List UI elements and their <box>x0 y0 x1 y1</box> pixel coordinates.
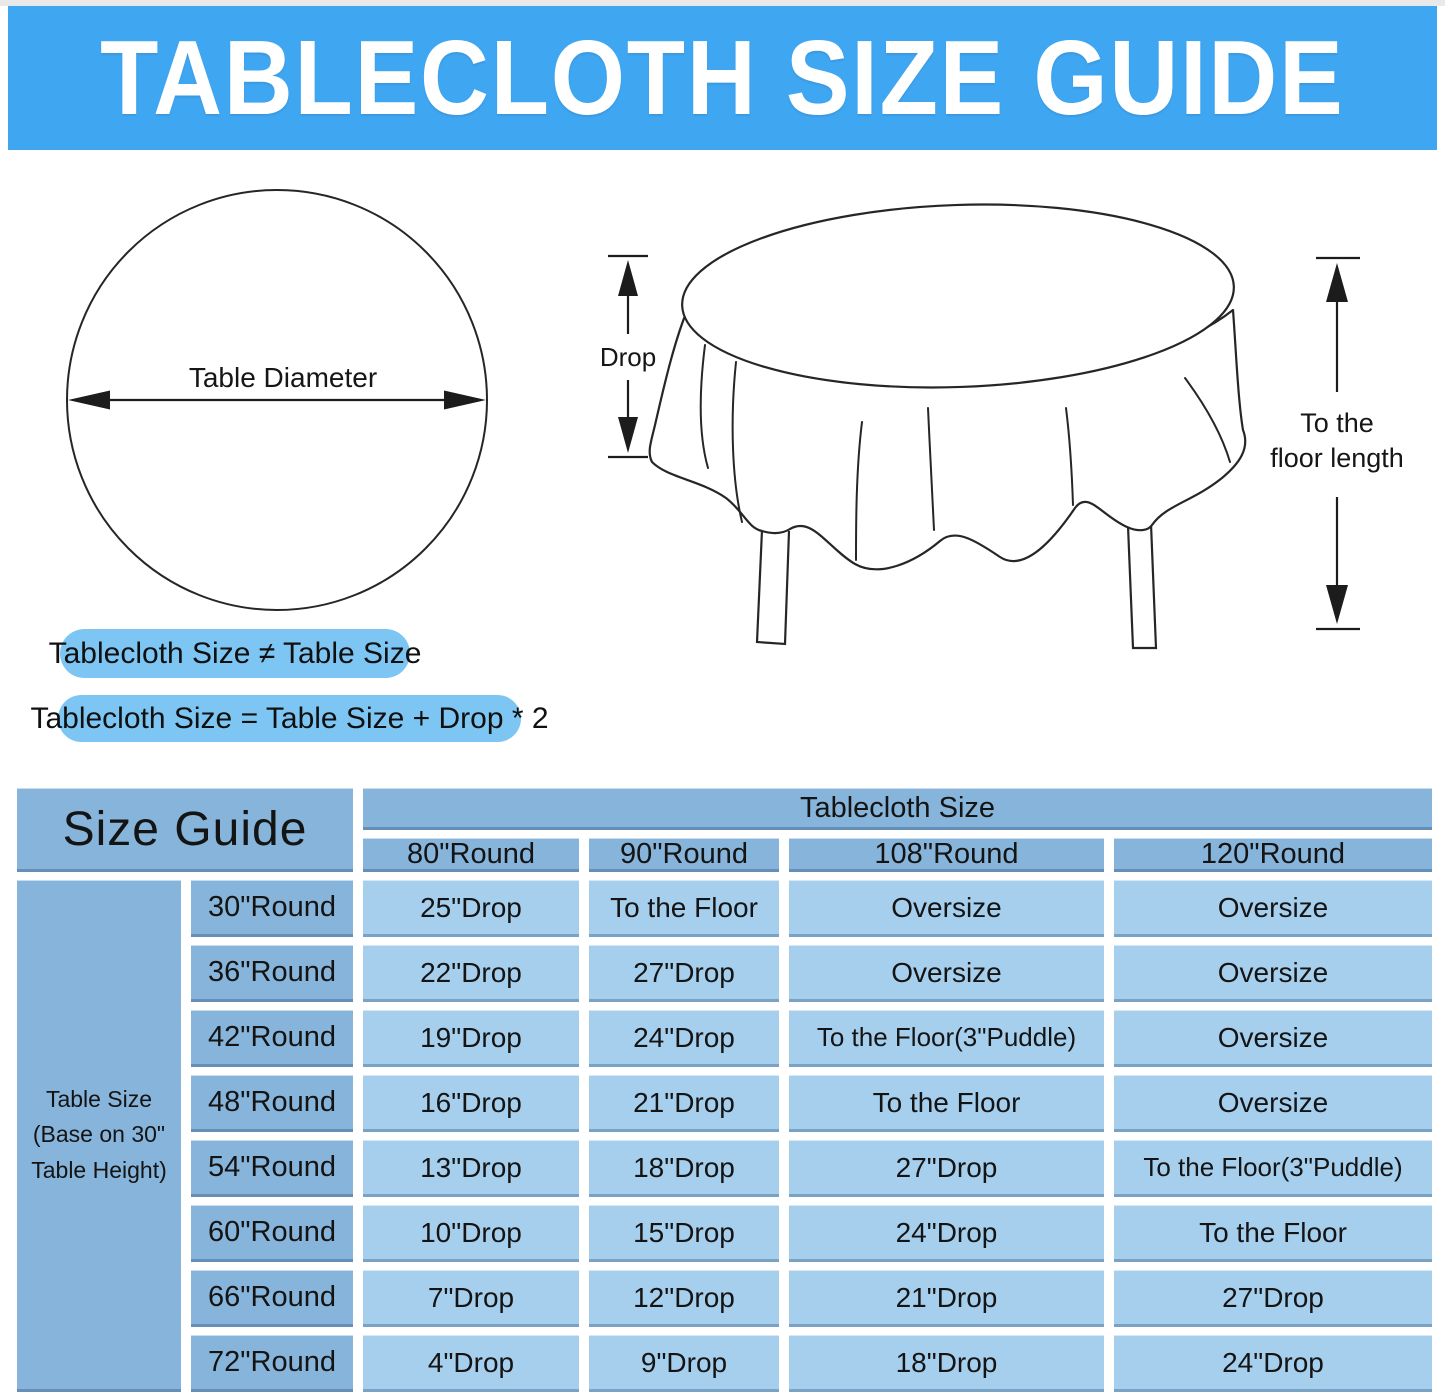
row-label-36-round: 36"Round <box>191 945 353 1002</box>
table-cell: To the Floor(3"Puddle) <box>789 1010 1104 1067</box>
table-cell: 27"Drop <box>1114 1270 1432 1327</box>
row-group-line1: Table Size <box>45 1085 153 1112</box>
table-cell: 15"Drop <box>589 1205 779 1262</box>
table-cell: To the Floor <box>1114 1205 1432 1262</box>
table-legs <box>757 524 1156 648</box>
table-cell: 24"Drop <box>589 1010 779 1067</box>
table-cell: Oversize <box>789 945 1104 1002</box>
row-group-header-table-size <box>17 880 181 1392</box>
table-cell: 18"Drop <box>789 1335 1104 1392</box>
row-label-60-round: 60"Round <box>191 1205 353 1262</box>
tablecloth-drop-diagram <box>560 180 1445 680</box>
table-cell: 25"Drop <box>363 880 579 937</box>
table-cell: 18"Drop <box>589 1140 779 1197</box>
floor-length-label-line1: To the <box>1300 408 1374 438</box>
table-cell: 10"Drop <box>363 1205 579 1262</box>
tablecloth-size-group-header: Tablecloth Size <box>363 788 1432 830</box>
table-cell: 27"Drop <box>789 1140 1104 1197</box>
drop-label: Drop <box>599 342 657 372</box>
diameter-arrow <box>68 391 486 410</box>
size-guide-table <box>17 788 1432 1392</box>
table-cell: To the Floor(3"Puddle) <box>1114 1140 1432 1197</box>
table-cell: To the Floor <box>789 1075 1104 1132</box>
title-banner <box>8 6 1437 150</box>
row-label-54-round: 54"Round <box>191 1140 353 1197</box>
row-label-48-round: 48"Round <box>191 1075 353 1132</box>
table-cell: 9"Drop <box>589 1335 779 1392</box>
column-header-90-round: 90"Round <box>589 838 779 872</box>
diameter-label: Table Diameter <box>188 362 378 393</box>
row-label-30-round: 30"Round <box>191 880 353 937</box>
table-corner-title: Size Guide <box>17 788 353 872</box>
table-cell: 12"Drop <box>589 1270 779 1327</box>
table-cell: 19"Drop <box>363 1010 579 1067</box>
table-cell: 16"Drop <box>363 1075 579 1132</box>
column-header-108-round: 108"Round <box>789 838 1104 872</box>
note-size-inequality: Tablecloth Size ≠ Table Size <box>60 629 410 678</box>
row-group-line3: Table Height) <box>31 1156 167 1183</box>
table-cell: To the Floor <box>589 880 779 937</box>
table-cell: 4"Drop <box>363 1335 579 1392</box>
page-title: TABLECLOTH SIZE GUIDE <box>100 19 1345 137</box>
table-diameter-diagram <box>40 170 560 640</box>
table-cell: 21"Drop <box>589 1075 779 1132</box>
table-cell: Oversize <box>1114 880 1432 937</box>
column-header-80-round: 80"Round <box>363 838 579 872</box>
note-size-formula: Tablecloth Size = Table Size + Drop * 2 <box>58 695 521 742</box>
table-cell: Oversize <box>1114 945 1432 1002</box>
table-cell: Oversize <box>1114 1075 1432 1132</box>
floor-length-label-line2: floor length <box>1270 443 1404 473</box>
table-cell: 7"Drop <box>363 1270 579 1327</box>
table-cell: 24"Drop <box>1114 1335 1432 1392</box>
row-label-72-round: 72"Round <box>191 1335 353 1392</box>
table-cell: 22"Drop <box>363 945 579 1002</box>
table-cell: 13"Drop <box>363 1140 579 1197</box>
table-cell: 27"Drop <box>589 945 779 1002</box>
column-header-120-round: 120"Round <box>1114 838 1432 872</box>
table-cell: Oversize <box>789 880 1104 937</box>
table-cell: 24"Drop <box>789 1205 1104 1262</box>
row-group-line2: (Base on 30" <box>32 1121 166 1148</box>
table-cell: 21"Drop <box>789 1270 1104 1327</box>
table-cell: Oversize <box>1114 1010 1432 1067</box>
row-label-42-round: 42"Round <box>191 1010 353 1067</box>
row-label-66-round: 66"Round <box>191 1270 353 1327</box>
